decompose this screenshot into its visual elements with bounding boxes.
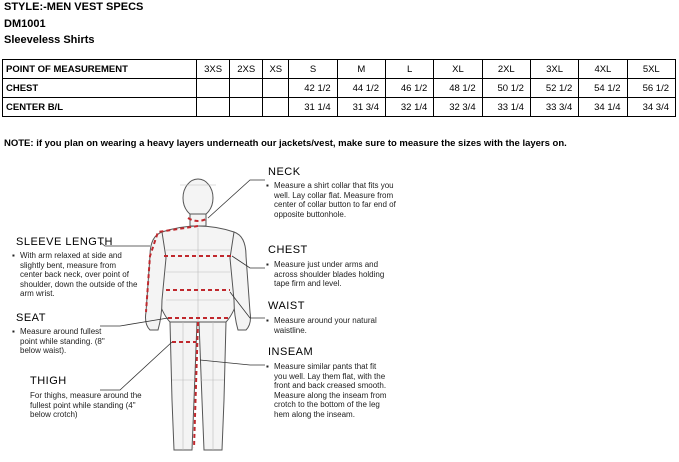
bullet-icon: ▪ xyxy=(266,260,269,269)
table-cell: 33 1/4 xyxy=(482,98,530,117)
inseam-description xyxy=(266,362,390,419)
column-header: 5XL xyxy=(627,60,675,79)
bullet-icon: ▪ xyxy=(266,316,269,325)
bullet-icon: ▪ xyxy=(266,181,269,190)
table-cell: 34 1/4 xyxy=(579,98,627,117)
table-cell: 50 1/2 xyxy=(482,79,530,98)
thigh-description xyxy=(30,391,148,420)
table-cell: 56 1/2 xyxy=(627,79,675,98)
thigh-text: For thighs, measure around the fullest point while standing (4" below crotch) xyxy=(30,391,142,419)
neck-text: Measure a shirt collar that fits you well. Lay collar flat. Measure from center of collar button to far end of opposite buttonhole. xyxy=(274,181,396,219)
column-header: XL xyxy=(434,60,482,79)
waist-label: WAIST xyxy=(268,300,305,312)
waist-text: Measure around your natural waistline. xyxy=(274,316,377,335)
table-cell: 31 1/4 xyxy=(289,98,337,117)
style-code: DM1001 xyxy=(4,18,46,30)
table-cell: 42 1/2 xyxy=(289,79,337,98)
table-cell: 52 1/2 xyxy=(530,79,578,98)
table-cell: 34 3/4 xyxy=(627,98,675,117)
table-cell: 46 1/2 xyxy=(385,79,433,98)
chest-text: Measure just under arms and across shoulder blades holding tape firm and level. xyxy=(274,260,385,288)
column-header: 2XL xyxy=(482,60,530,79)
inseam-text: Measure similar pants that fit you well. Lay them flat, with the front and back creased smooth. Measure along the inseam from crotch to the bottom of the leg hem along the inseam. xyxy=(274,362,387,419)
column-header: POINT OF MEASUREMENT xyxy=(3,60,197,79)
sleeve-text: With arm relaxed at side and slightly bent, measure from center back neck, over point of shoulder, down the outside of the arm wrist. xyxy=(20,251,138,298)
inseam-label: INSEAM xyxy=(268,346,314,358)
bullet-icon: ▪ xyxy=(12,327,15,336)
table-cell: 44 1/2 xyxy=(337,79,385,98)
bullet-icon: ▪ xyxy=(12,251,15,260)
column-header: 3XS xyxy=(197,60,230,79)
seat-description xyxy=(12,327,110,356)
column-header: 3XL xyxy=(530,60,578,79)
chest-label: CHEST xyxy=(268,244,308,256)
sleeve-label: SLEEVE LENGTH xyxy=(16,236,113,248)
column-header: XS xyxy=(263,60,289,79)
row-label: CENTER B/L xyxy=(3,98,197,117)
table-cell: 32 3/4 xyxy=(434,98,482,117)
style-type: Sleeveless Shirts xyxy=(4,34,95,46)
column-header: M xyxy=(337,60,385,79)
row-label: CHEST xyxy=(3,79,197,98)
waist-description xyxy=(266,316,398,335)
neck-description xyxy=(266,181,398,219)
sleeve-description xyxy=(12,251,138,299)
table-cell: 33 3/4 xyxy=(530,98,578,117)
column-header: L xyxy=(385,60,433,79)
seat-label: SEAT xyxy=(16,312,46,324)
table-cell: 31 3/4 xyxy=(337,98,385,117)
column-header: S xyxy=(289,60,337,79)
table-cell: 32 1/4 xyxy=(385,98,433,117)
neck-label: NECK xyxy=(268,166,301,178)
table-cell: 48 1/2 xyxy=(434,79,482,98)
layering-note: NOTE: if you plan on wearing a heavy layers underneath our jackets/vest, make sure to measure the sizes with the layers on. xyxy=(4,138,567,149)
seat-text: Measure around fullest point while standing. (8" below waist). xyxy=(20,327,105,355)
style-title: STYLE:-MEN VEST SPECS xyxy=(4,1,144,13)
column-header: 2XS xyxy=(230,60,263,79)
table-cell: 54 1/2 xyxy=(579,79,627,98)
column-header: 4XL xyxy=(579,60,627,79)
chest-description xyxy=(266,260,398,289)
bullet-icon: ▪ xyxy=(266,362,269,371)
thigh-label: THIGH xyxy=(30,375,67,387)
